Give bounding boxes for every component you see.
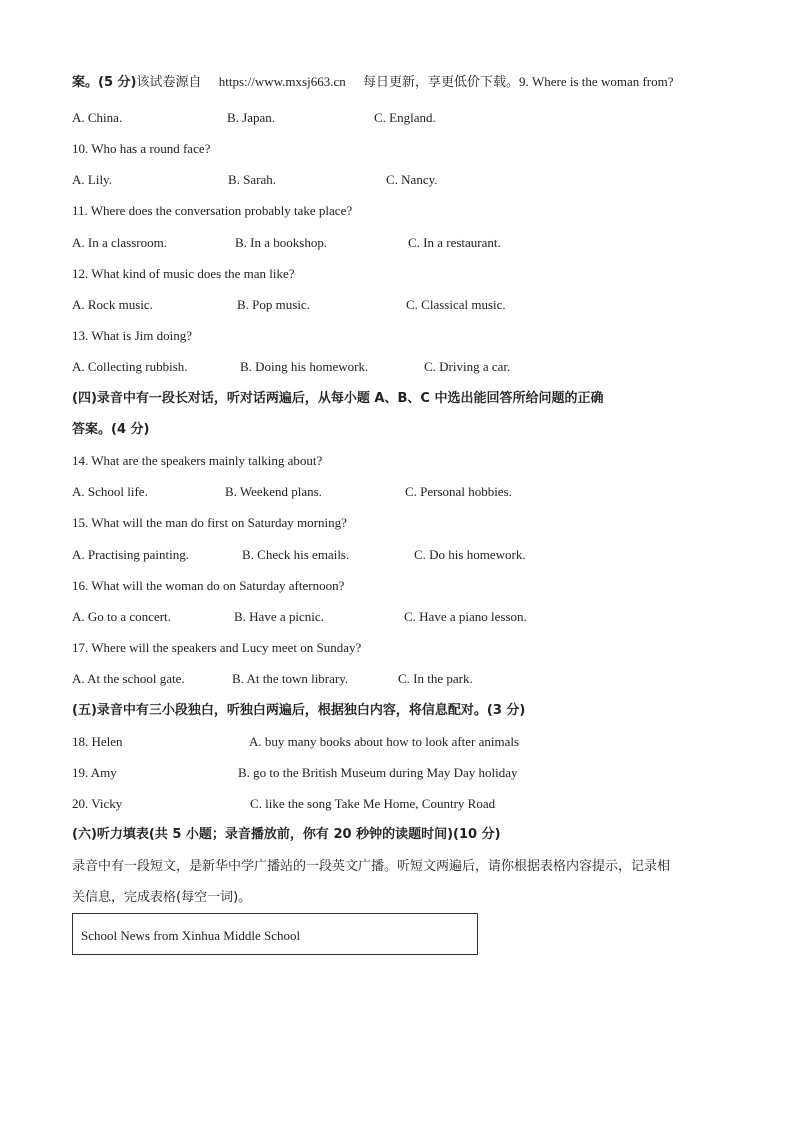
section3-tail: 案。(5 分) (72, 75, 137, 90)
option-b: B. At the town library. (232, 671, 349, 686)
section-6-instructions-cont: 关信息，完成表格(每空一词)。 (72, 890, 252, 905)
option-a: A. Lily. (72, 172, 112, 187)
option-c: C. Classical music. (406, 297, 506, 312)
option-c: C. Personal hobbies. (405, 484, 512, 499)
option-c: C. In the park. (398, 671, 473, 686)
option-a: A. Practising painting. (72, 547, 189, 562)
match-choice: C. like the song Take Me Home, Country Road (250, 796, 496, 811)
section-6-instructions: 录音中有一段短文，是新华中学广播站的一段英文广播。听短文两遍后，请你根据表格内容提示，记录相 (72, 859, 671, 874)
source-note: 该试卷源自 (136, 75, 202, 90)
option-a: A. In a classroom. (72, 235, 167, 250)
option-b: B. Weekend plans. (225, 484, 322, 499)
question-13: 13. What is Jim doing? (72, 328, 193, 343)
question-10: 10. Who has a round face? (72, 141, 211, 156)
option-b: B. Pop music. (237, 297, 310, 312)
question-16: 16. What will the woman do on Saturday afternoon? (72, 578, 345, 593)
match-name: 20. Vicky (72, 796, 123, 811)
source-url[interactable]: https://www.mxsj663.cn (218, 74, 346, 89)
option-b: B. In a bookshop. (235, 235, 328, 250)
option-a: A. School life. (72, 484, 148, 499)
match-name: 19. Amy (72, 765, 117, 780)
question-17: 17. Where will the speakers and Lucy meet on Sunday? (72, 640, 362, 655)
option-b: B. Doing his homework. (240, 359, 369, 374)
option-c: C. England. (374, 110, 436, 125)
option-a: A. Rock music. (72, 297, 153, 312)
option-c: C. Nancy. (386, 172, 438, 187)
option-a: A. At the school gate. (72, 671, 185, 686)
option-a: A. Collecting rubbish. (72, 359, 188, 374)
section-4-heading: (四)录音中有一段长对话，听对话两遍后，从每小题 A、B、C 中选出能回答所给问题的正确 (72, 391, 604, 406)
question-12: 12. What kind of music does the man like? (72, 266, 295, 281)
option-c: C. Do his homework. (414, 547, 526, 562)
intro-line (72, 74, 674, 91)
section-6-heading: (六)听力填表(共 5 小题；录音播放前，你有 20 秒钟的读题时间)(10 分) (72, 827, 501, 842)
match-choice: B. go to the British Museum during May Day holiday (238, 765, 518, 780)
question-9: 9. Where is the woman from? (519, 74, 674, 89)
option-b: B. Sarah. (228, 172, 277, 187)
section-5-heading: (五)录音中有三小段独白，听独白两遍后，根据独白内容，将信息配对。(3 分) (72, 703, 526, 718)
option-b: B. Check his emails. (242, 547, 350, 562)
promo-text: 每日更新，享更低价下载。 (362, 75, 519, 90)
news-table (72, 913, 478, 955)
question-11: 11. Where does the conversation probably take place? (72, 203, 353, 218)
question-14: 14. What are the speakers mainly talking about? (72, 453, 323, 468)
section-4-heading-cont: 答案。(4 分) (72, 422, 150, 437)
question-15: 15. What will the man do first on Saturday morning? (72, 515, 347, 530)
table-title: School News from Xinhua Middle School (81, 928, 301, 943)
option-c: C. Have a piano lesson. (404, 609, 527, 624)
option-b: B. Have a picnic. (234, 609, 324, 624)
option-a: A. Go to a concert. (72, 609, 171, 624)
option-a: A. China. (72, 110, 123, 125)
match-choice: A. buy many books about how to look after animals (249, 734, 520, 749)
option-c: C. Driving a car. (424, 359, 511, 374)
option-b: B. Japan. (227, 110, 276, 125)
match-name: 18. Helen (72, 734, 123, 749)
option-c: C. In a restaurant. (408, 235, 501, 250)
